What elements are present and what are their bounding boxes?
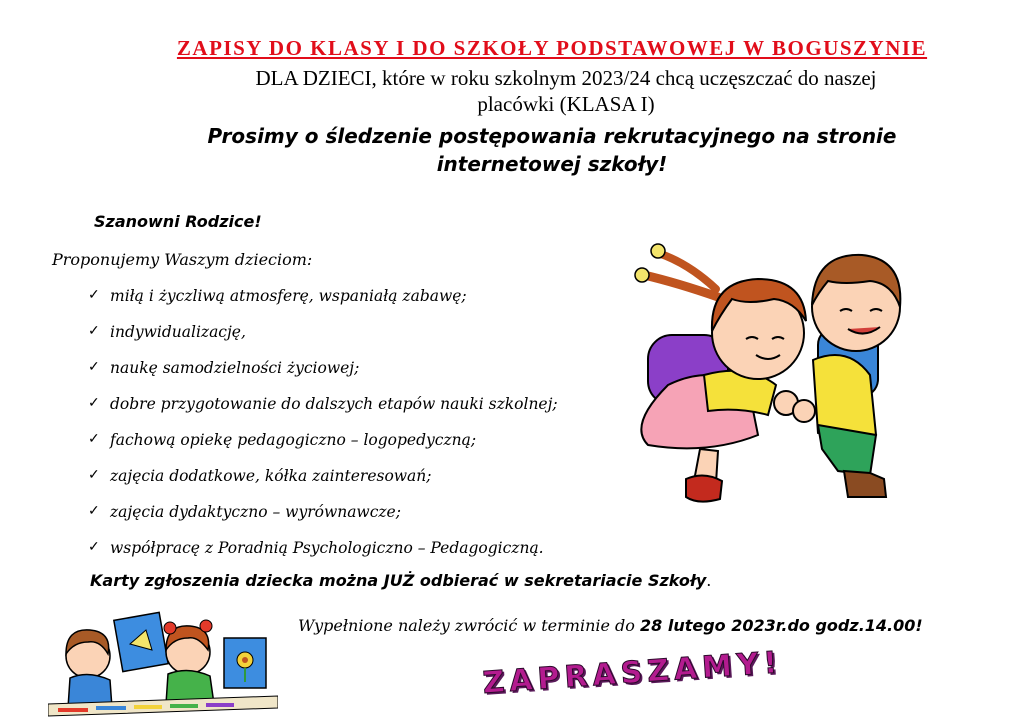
list-item xyxy=(88,359,558,395)
check-icon: ✓ xyxy=(88,359,100,375)
deadline-date: 28 lutego 2023r.do godz.14.00! xyxy=(640,616,923,635)
check-icon: ✓ xyxy=(88,539,100,555)
invitation-wordart: ZAPRASZAMY! xyxy=(481,645,784,701)
list-item xyxy=(88,503,558,539)
request-line-2: internetowej szkoły! xyxy=(436,152,668,176)
cards-note xyxy=(90,571,711,590)
list-item xyxy=(88,539,558,575)
check-icon: ✓ xyxy=(88,431,100,447)
list-item xyxy=(88,395,558,431)
check-icon: ✓ xyxy=(88,287,100,303)
offer-text: zajęcia dodatkowe, kółka zainteresowań; xyxy=(110,467,432,485)
running-children-illustration xyxy=(608,235,918,510)
offer-text: współpracę z Poradnią Psychologiczno – Pedagogiczną. xyxy=(110,539,544,557)
greeting: Szanowni Rodzice! xyxy=(94,212,262,231)
page-title: ZAPISY DO KLASY I DO SZKOŁY PODSTAWOWEJ W BOGUSZYNIE xyxy=(176,36,928,60)
offer-text: miłą i życzliwą atmosferę, wspaniałą zabawę; xyxy=(110,287,467,305)
check-icon: ✓ xyxy=(88,503,100,519)
offer-text: dobre przygotowanie do dalszych etapów nauki szkolnej; xyxy=(110,395,558,413)
offer-text: naukę samodzielności życiowej; xyxy=(110,359,360,377)
list-item xyxy=(88,287,558,323)
check-icon: ✓ xyxy=(88,467,100,483)
subtitle-line-1: DLA DZIECI, które w roku szkolnym 2023/24 chcą uczęszczać do naszej xyxy=(255,66,877,90)
deadline-prefix: Wypełnione należy zwrócić w terminie do xyxy=(298,616,641,635)
list-item xyxy=(88,323,558,359)
check-icon: ✓ xyxy=(88,395,100,411)
offers-list xyxy=(88,287,558,575)
offer-text: zajęcia dydaktyczno – wyrównawcze; xyxy=(110,503,401,521)
list-item xyxy=(88,467,558,503)
offer-text: indywidualizację, xyxy=(110,323,246,341)
request-line-1: Prosimy o śledzenie postępowania rekrutacyjnego na stronie xyxy=(207,124,897,148)
offer-text: fachową opiekę pedagogiczno – logopedyczną; xyxy=(110,431,477,449)
offers-intro: Proponujemy Waszym dzieciom: xyxy=(52,250,313,269)
check-icon: ✓ xyxy=(88,323,100,339)
cards-note-text: Karty zgłoszenia dziecka można JUŻ odbierać w sekretariacie Szkoły xyxy=(90,571,707,590)
deadline-note xyxy=(298,616,923,635)
drawing-children-illustration xyxy=(48,608,278,720)
subtitle-line-2: placówki (KLASA I) xyxy=(477,92,655,116)
list-item xyxy=(88,431,558,467)
cards-note-period: . xyxy=(706,571,712,590)
